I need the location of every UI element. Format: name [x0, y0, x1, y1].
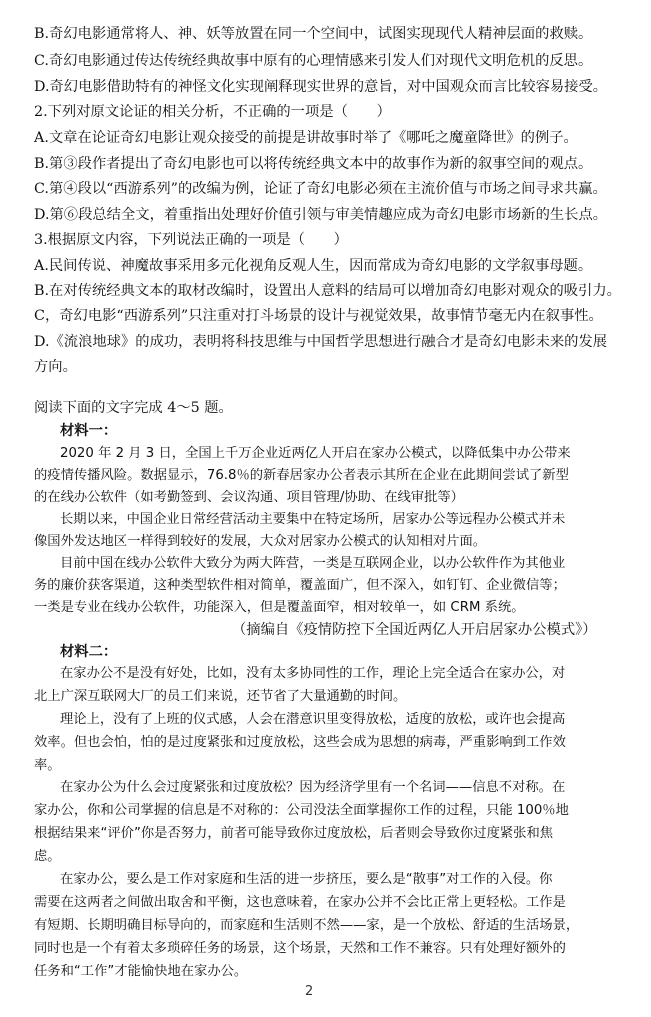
q2-option-b: B.第③段作者提出了奇幻电影也可以将传统经典文本中的故事作为新的叙事空间的观点。 [34, 156, 593, 172]
q1-option-b: B.奇幻电影通常将人、神、妖等放置在同一个空间中，试图实现现代人精神层面的救赎。 [34, 26, 593, 42]
material1-heading: 材料一： [60, 423, 118, 439]
material2-p4-line1: 在家办公，要么是工作对家庭和生活的进一步挤压，要么是“散事”对工作的入侵。你 [60, 872, 553, 887]
material1-source: （摘编自《疫情防控下全国近两亿人开启居家办公模式》） [232, 622, 597, 638]
material1-p1-line1: 2020 年 2 月 3 日，全国上千万企业近两亿人开启在家办公模式，以降低集中办公带来 [60, 446, 571, 461]
material1-p3-line1: 目前中国在线办公软件大致分为两大阵营，一类是互联网企业，以办公软件作为其他业 [60, 556, 566, 571]
q3-option-a: A.民间传说、神魔故事采用多元化视角反观人生，因而常成为奇幻电影的文学叙事母题。 [34, 258, 593, 274]
material2-p2-line3: 率。 [34, 758, 61, 773]
material2-p3-line2: 家办公，你和公司掌握的信息是不对称的：公司没法全面掌握你工作的过程，只能 100％地 [34, 803, 569, 818]
q3-option-d-line1: D.《流浪地球》的成功，表明将科技思维与中国哲学思想进行融合才是奇幻电影未来的发展 [34, 334, 608, 350]
q2-option-c: C.第④段以“西游系列”的改编为例，论证了奇幻电影必须在主流价值与市场之间寻求共赢。 [34, 181, 607, 197]
reading-intro: 阅读下面的文字完成 4～5 题。 [34, 400, 233, 416]
material2-p2-line1: 理论上，没有了上班的仪式感，人会在潜意识里变得放松，适度的放松，或许也会提高 [60, 712, 566, 727]
q2-stem: 2.下列对原文论证的相关分析，不正确的一项是（ ） [34, 104, 391, 120]
material2-p2-line2: 效率。但也会怕，怕的是过度紧张和过度放松，这些会成为思想的病毒，严重影响到工作效 [34, 735, 566, 750]
q3-option-d-line2: 方向。 [34, 359, 77, 375]
page-number: 2 [305, 984, 314, 999]
material2-p4-line4: 同时也是一个有着太多琐碎任务的场景，这个场景，天然和工作不兼容。只有处理好额外的 [34, 941, 566, 956]
q3-option-c: C，奇幻电影“西游系列”只注重对打斗场景的设计与视觉效果，故事情节毫无内在叙事性。 [34, 308, 603, 324]
material1-p3-line3: 一类是专业在线办公软件，功能深入，但是覆盖面窄，相对较单一，如 CRM 系统。 [34, 600, 525, 615]
material1-p1-line2: 的疫情传播风险。数据显示，76.8％的新春居家办公者表示其所在企业在此期间尝试了新型 [34, 468, 569, 483]
material2-p3-line4: 虑。 [34, 849, 61, 864]
material2-p4-line3: 有短期、长期明确目标导向的，而家庭和生活则不然——家，是一个放松、舒适的生活场景， [34, 918, 580, 933]
q1-option-c: C.奇幻电影通过传达传统经典故事中原有的心理情感来引发人们对现代文明危机的反思。 [34, 53, 593, 69]
material2-p3-line1: 在家办公为什么会过度紧张和过度放松？因为经济学里有一个名词——信息不对称。在 [60, 780, 566, 795]
material2-p3-line3: 根据结果来“评价”你是否努力，前者可能导致你过度放松，后者则会导致你过度紧张和焦 [34, 826, 554, 841]
q2-option-d: D.第⑥段总结全文，着重指出处理好价值引领与审美情趣应成为奇幻电影市场新的生长点。 [34, 207, 608, 223]
material2-p1-line1: 在家办公不是没有好处，比如，没有太多协同性的工作，理论上完全适合在家办公，对 [60, 666, 566, 681]
q3-stem: 3.根据原文内容，下列说法正确的一项是（ ） [34, 232, 348, 248]
q3-option-b: B.在对传统经典文本的取材改编时，设置出人意料的结局可以增加奇幻电影对观众的吸引力。 [34, 283, 621, 299]
q2-option-a: A.文章在论证奇幻电影让观众接受的前提是讲故事时举了《哪吒之魔童降世》的例子。 [34, 130, 578, 146]
material2-heading: 材料二： [60, 644, 118, 660]
material2-p1-line2: 北上广深互联网大厂的员工们来说，还节省了大量通勤的时间。 [34, 689, 407, 704]
q1-option-d: D.奇幻电影借助特有的神怪文化实现阐释现实世界的意旨，对中国观众而言比较容易接受。 [34, 79, 608, 95]
material1-p1-line3: 的在线办公软件（如考勤签到、会议沟通、项目管理/协助、在线审批等） [34, 490, 464, 505]
material2-p4-line2: 需要在这两者之间做出取舍和平衡，这也意味着，在家办公并不会比正常上更轻松。工作是 [34, 895, 566, 910]
material1-p2-line2: 像国外发达地区一样得到较好的发展，大众对居家办公模式的认知相对片面。 [34, 534, 487, 549]
material1-p3-line2: 务的廉价获客渠道，这种类型软件相对简单，覆盖面广，但不深入，如钉钉、企业微信等； [34, 578, 566, 593]
material1-p2-line1: 长期以来，中国企业日常经营活动主要集中在特定场所，居家办公等远程办公模式并未 [60, 512, 566, 527]
material2-p4-line5: 任务和“工作”才能愉快地在家办公。 [34, 964, 248, 979]
